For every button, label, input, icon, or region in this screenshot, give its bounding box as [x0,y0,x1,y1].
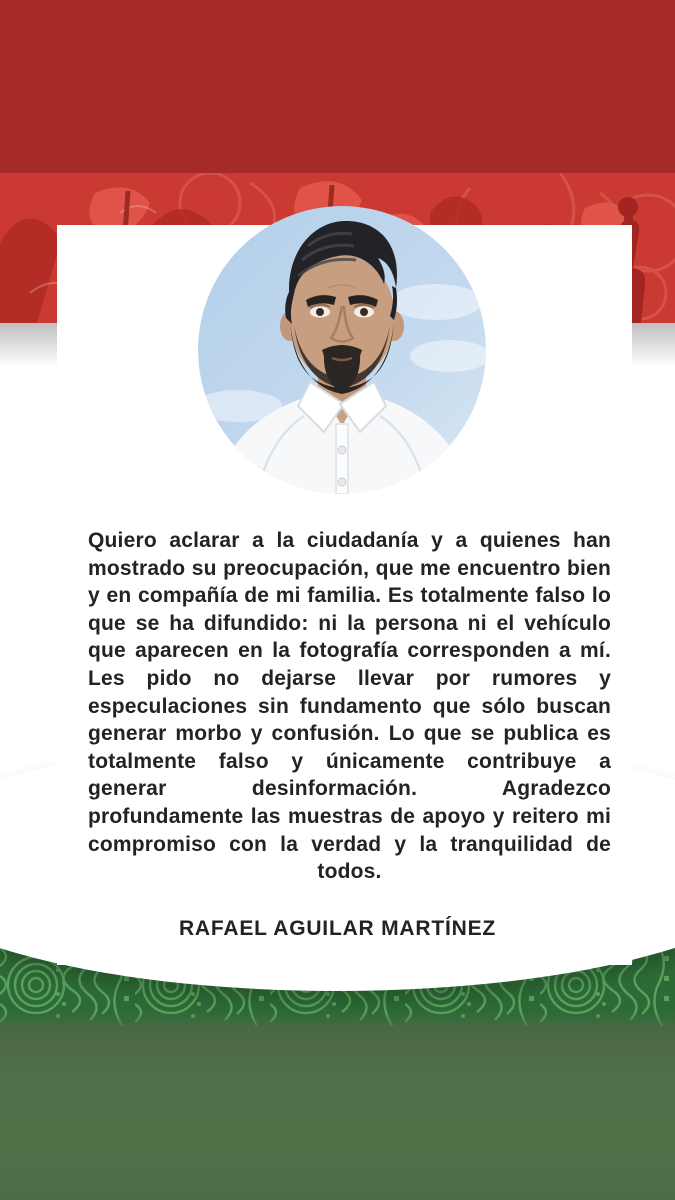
profile-photo [198,206,486,494]
statement-text: Quiero aclarar a la ciudadanía y a quienes han mostrado su preocupación, que me encuentro bien y en compañía de mi familia. Es totalmente falso lo que se ha difundido: ni la persona ni el vehículo que aparecen en la fotografía corresponden a mí. Les pido no dejarse llevar por rumores y especulaciones sin fundamento que sólo buscan generar morbo y confusión. Lo que se publica es totalmente falso y únicamente contribuye a generar desinformación. Agradezco profundamente las muestras de apoyo y reitero mi compromiso con la verdad y la tranquilidad de todos. [88,529,611,884]
signature-name: RAFAEL AGUILAR MARTÍNEZ [178,917,497,940]
portrait-icon [198,206,486,494]
blurred-footer [0,1026,675,1200]
red-header [0,0,675,173]
